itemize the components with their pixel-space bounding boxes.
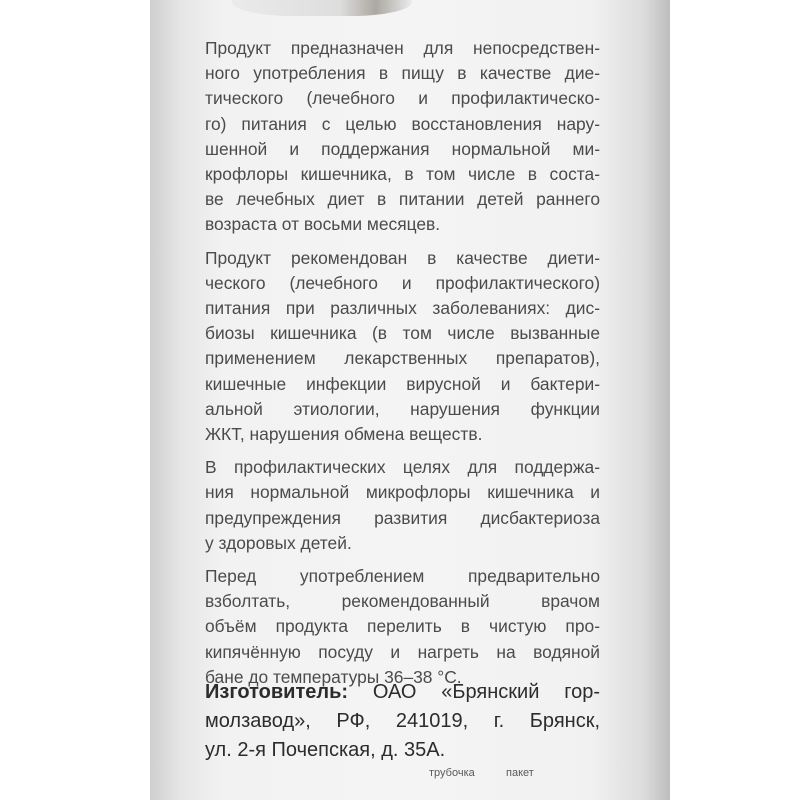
text-line: кишечные инфекции вирусной и бактери- xyxy=(205,373,600,394)
bottom-labels xyxy=(0,767,800,783)
text-line: кипячённую посуду и нагреть на водяной xyxy=(205,641,600,662)
text-line: питания при различных заболеваниях: дис- xyxy=(205,298,600,319)
text-line: применением лекарственных препаратов), xyxy=(205,348,600,369)
text-line: у здоровых детей. xyxy=(205,532,352,553)
text-line: ве лечебных диет в питании детей раннего xyxy=(205,189,600,210)
manufacturer-address-line: молзавод», РФ, 241019, г. Брянск, xyxy=(205,710,600,732)
text-line: альной этиологии, нарушения функции xyxy=(205,398,600,419)
text-line: ческого (лечебного и профилактического) xyxy=(205,272,600,293)
text-line: взболтать, рекомендованный врачом xyxy=(205,591,600,612)
text-line: крофлоры кишечника, в том числе в соста- xyxy=(205,164,600,185)
text-line: биозы кишечника (в том числе вызванные xyxy=(205,323,600,344)
manufacturer-name: ОАО «Брянский гор- xyxy=(348,681,600,703)
paragraph-recommendation xyxy=(205,246,600,448)
manufacturer-street-line: ул. 2-я Почепская, д. 35А. xyxy=(205,739,446,761)
text-line: тического (лечебного и профилактическо- xyxy=(205,88,600,109)
text-line: бане до температуры 36–38 °С. xyxy=(205,666,462,687)
text-line: объём продукта перелить в чистую про- xyxy=(205,616,600,637)
text-line: ЖКТ, нарушения обмена веществ. xyxy=(205,424,483,445)
text-line: возраста от восьми месяцев. xyxy=(205,214,441,235)
text-line: шенной и поддержания нормальной ми- xyxy=(205,138,600,159)
manufacturer-line xyxy=(205,678,600,707)
text-line: ния нормальной микрофлоры кишечника и xyxy=(205,482,600,503)
label-package: пакет xyxy=(506,767,534,779)
paragraph-purpose xyxy=(205,36,600,238)
text-line: Перед употреблением предварительно xyxy=(205,566,600,587)
label-straw: трубочка xyxy=(429,767,475,779)
text-line: го) питания с целью восстановления нару- xyxy=(205,113,600,134)
manufacturer-info xyxy=(205,678,600,765)
text-line: предупреждения развития дисбактериоза xyxy=(205,507,600,528)
package-top-shape xyxy=(232,0,412,16)
text-line: ного употребления в пищу в качестве дие- xyxy=(205,63,600,84)
manufacturer-label: Изготовитель: xyxy=(205,681,349,703)
text-line: В профилактических целях для поддержа- xyxy=(205,457,600,478)
paragraph-prevention xyxy=(205,455,600,556)
text-line: Продукт предназначен для непосредствен- xyxy=(205,38,600,58)
text-line: Продукт рекомендован в качестве диети- xyxy=(205,247,600,268)
product-description xyxy=(205,36,600,698)
paragraph-usage xyxy=(205,564,600,690)
